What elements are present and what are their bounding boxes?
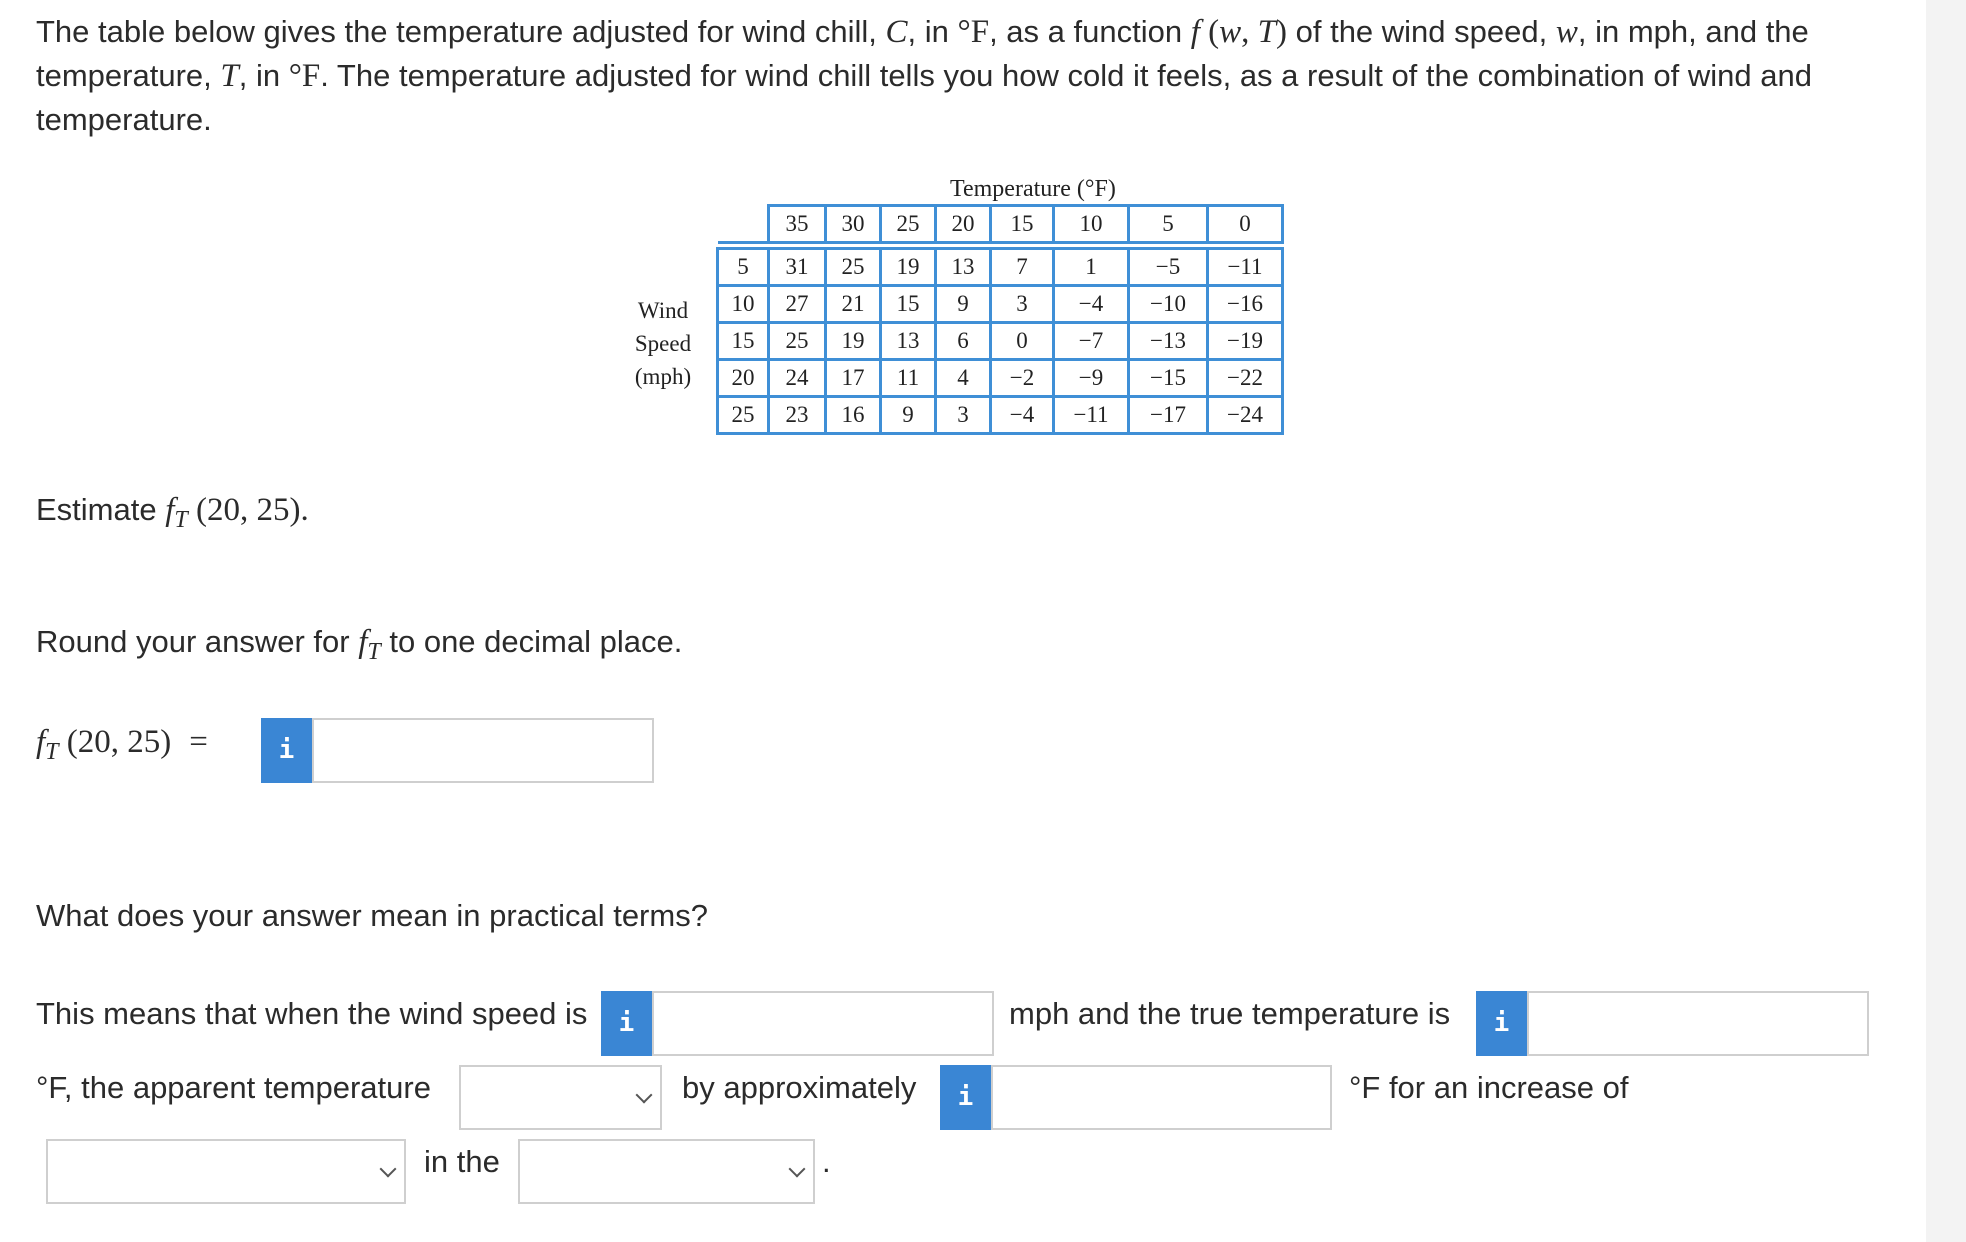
wind-speed-label <box>630 294 696 393</box>
variable-select[interactable] <box>518 1139 815 1204</box>
var-T: T <box>1257 14 1276 50</box>
info-button[interactable]: i <box>1476 991 1527 1056</box>
intro-text: The table below gives the temperature adjusted for wind chill, <box>36 14 886 49</box>
round-instruction <box>36 624 682 666</box>
table-row <box>718 397 1283 434</box>
wind-speed-input[interactable] <box>652 991 994 1056</box>
temp-header: 30 <box>826 206 881 243</box>
intro-text: , in <box>907 14 958 49</box>
temp-header: 15 <box>991 206 1054 243</box>
table-cell: −24 <box>1208 397 1283 434</box>
chevron-down-icon <box>789 1160 806 1177</box>
temp-header: 25 <box>881 206 936 243</box>
var-f: f <box>36 724 46 760</box>
sentence-part: °F, the apparent temperature <box>36 1070 431 1105</box>
table-cell: 13 <box>936 249 991 286</box>
intro-text: , in mph, and the temperature, <box>36 14 1809 93</box>
var-w: w <box>1219 14 1242 50</box>
table-title: Temperature (°F) <box>950 176 1116 202</box>
table-cell: 7 <box>991 249 1054 286</box>
var-f: f <box>165 492 175 528</box>
sentence-part: mph and the true temperature is <box>1009 996 1451 1031</box>
table-cell: −11 <box>1054 397 1129 434</box>
info-button[interactable]: i <box>261 718 312 783</box>
info-button[interactable]: i <box>601 991 652 1056</box>
table-row <box>718 249 1283 286</box>
side-label-line: (mph) <box>634 364 692 389</box>
temp-header: 20 <box>936 206 991 243</box>
table-cell: 1 <box>1054 249 1129 286</box>
var-T: T <box>220 58 239 94</box>
intro-text: . The temperature adjusted for wind chill tells you how cold it feels, as a result of the combination of wind and temperature. <box>36 58 1812 137</box>
table-cell: 0 <box>991 323 1054 360</box>
comma: , <box>1241 14 1258 50</box>
table-cell: 23 <box>769 397 826 434</box>
table-cell: −4 <box>991 397 1054 434</box>
table-corner <box>718 206 769 243</box>
practical-question: What does your answer mean in practical terms? <box>36 898 708 933</box>
intro-paragraph <box>36 10 1836 142</box>
table-cell: 21 <box>826 286 881 323</box>
answer-label <box>36 724 208 766</box>
table-cell: −16 <box>1208 286 1283 323</box>
table-row <box>718 286 1283 323</box>
table-cell: 3 <box>936 397 991 434</box>
table-cell: 9 <box>936 286 991 323</box>
var-f: f <box>1190 14 1200 50</box>
prompt-text: Estimate <box>36 492 166 527</box>
table-cell: 24 <box>769 360 826 397</box>
table-cell: −5 <box>1129 249 1208 286</box>
table-cell: 17 <box>826 360 881 397</box>
sentence-part: in the <box>424 1144 500 1179</box>
table-cell: −22 <box>1208 360 1283 397</box>
estimate-prompt <box>36 492 309 534</box>
equals-sign: = <box>189 724 208 760</box>
approximate-change-input[interactable] <box>991 1065 1332 1130</box>
intro-text: , as a function <box>989 14 1191 49</box>
prompt-text: to one decimal place. <box>380 624 683 659</box>
temp-header: 10 <box>1054 206 1129 243</box>
table-cell: 16 <box>826 397 881 434</box>
increase-amount-select[interactable] <box>46 1139 406 1204</box>
speed-header: 15 <box>718 323 769 360</box>
side-label-line: Wind <box>637 298 689 323</box>
chevron-down-icon <box>380 1160 397 1177</box>
temp-header: 35 <box>769 206 826 243</box>
var-f: f <box>358 624 368 660</box>
subscript-T: T <box>45 739 59 765</box>
header-row <box>718 206 1283 243</box>
apparent-temperature-direction-select[interactable] <box>459 1065 662 1130</box>
sentence-part: This means that when the wind speed is <box>36 996 588 1031</box>
args: (20, 25). <box>187 492 309 528</box>
table-cell: −19 <box>1208 323 1283 360</box>
table-cell: 27 <box>769 286 826 323</box>
table-cell: −15 <box>1129 360 1208 397</box>
table-cell: 19 <box>881 249 936 286</box>
table-cell: −10 <box>1129 286 1208 323</box>
table-cell: 3 <box>991 286 1054 323</box>
prompt-text: Round your answer for <box>36 624 359 659</box>
speed-header: 20 <box>718 360 769 397</box>
table-cell: −4 <box>1054 286 1129 323</box>
table-cell: 19 <box>826 323 881 360</box>
paren: ( <box>1199 14 1220 50</box>
table-cell: −9 <box>1054 360 1129 397</box>
speed-header: 25 <box>718 397 769 434</box>
table-cell: 13 <box>881 323 936 360</box>
args: (20, 25) <box>58 724 172 760</box>
table-cell: −7 <box>1054 323 1129 360</box>
intro-text: , in <box>238 58 289 93</box>
paren: ) <box>1276 14 1287 50</box>
var-w: w <box>1555 14 1578 50</box>
table-cell: 25 <box>826 249 881 286</box>
answer-input[interactable] <box>312 718 654 783</box>
table-cell: 4 <box>936 360 991 397</box>
subscript-T: T <box>367 639 381 665</box>
intro-text: of the wind speed, <box>1287 14 1556 49</box>
chevron-down-icon <box>636 1086 653 1103</box>
wind-chill-table <box>716 204 1284 435</box>
true-temperature-input[interactable] <box>1527 991 1869 1056</box>
table-row <box>718 323 1283 360</box>
wind-chill-table-figure <box>630 176 1330 456</box>
info-button[interactable]: i <box>940 1065 991 1130</box>
speed-header: 5 <box>718 249 769 286</box>
table-cell: −13 <box>1129 323 1208 360</box>
subscript-T: T <box>174 507 188 533</box>
unit-degF: °F <box>288 58 321 94</box>
table-cell: 6 <box>936 323 991 360</box>
speed-header: 10 <box>718 286 769 323</box>
table-cell: −11 <box>1208 249 1283 286</box>
table-cell: 9 <box>881 397 936 434</box>
temp-header: 0 <box>1208 206 1283 243</box>
side-label-line: Speed <box>634 331 692 356</box>
table-cell: −17 <box>1129 397 1208 434</box>
sentence-period: . <box>822 1144 831 1179</box>
table-row <box>718 360 1283 397</box>
table-cell: 31 <box>769 249 826 286</box>
unit-degF: °F <box>957 14 990 50</box>
table-cell: 15 <box>881 286 936 323</box>
var-C: C <box>885 14 908 50</box>
table-cell: 11 <box>881 360 936 397</box>
sentence-part: by approximately <box>682 1070 917 1105</box>
table-cell: −2 <box>991 360 1054 397</box>
sentence-part: °F for an increase of <box>1349 1070 1629 1105</box>
table-cell: 25 <box>769 323 826 360</box>
temp-header: 5 <box>1129 206 1208 243</box>
